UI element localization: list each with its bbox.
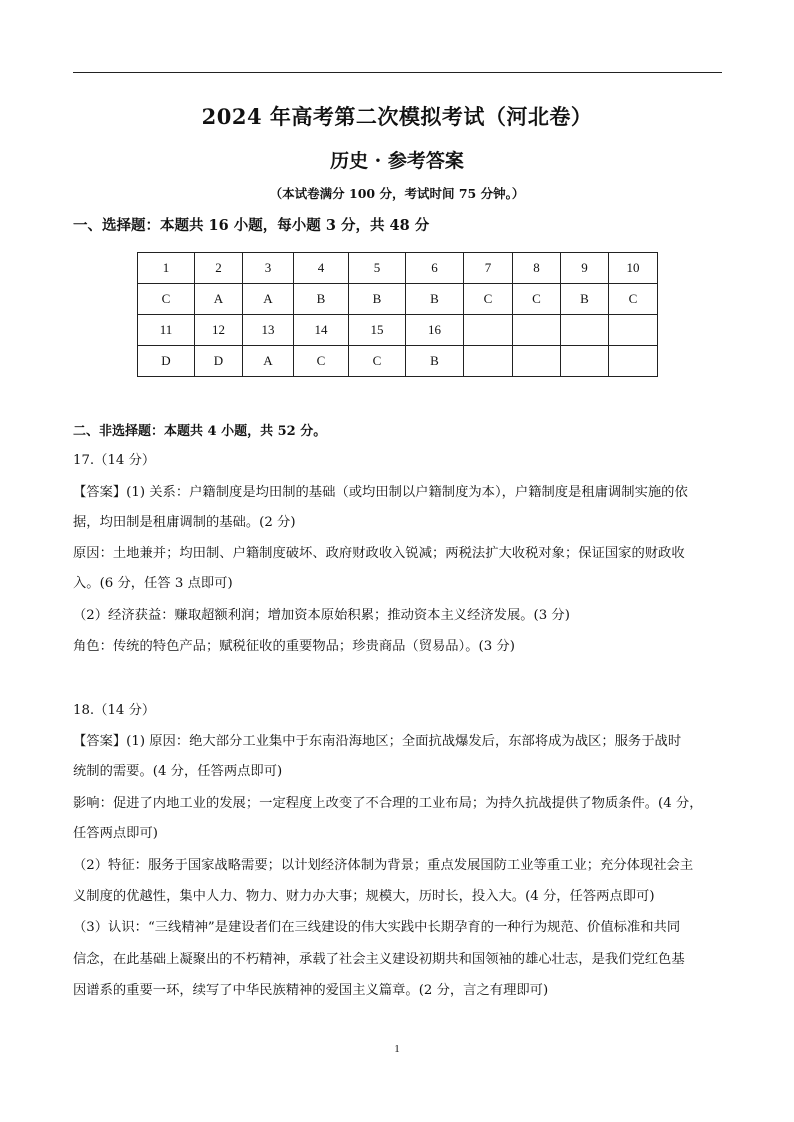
answer-table-row (138, 315, 658, 346)
answer-table-cell: C (513, 284, 561, 315)
q18-line-1: 【答案】(1) 原因：绝大部分工业集中于东南沿海地区；全面抗战爆发后，东部将成为战区；服务于战时 (73, 734, 682, 749)
answer-table-cell: D (195, 346, 243, 377)
exam-note: （本试卷满分 100 分，考试时间 75 分钟。） (269, 186, 525, 201)
answer-table-cell: 6 (406, 253, 464, 284)
answer-table-cell: B (349, 284, 406, 315)
q18-line-9: 因谱系的重要一环，续写了中华民族精神的爱国主义篇章。(2 分，言之有理即可) (73, 983, 549, 998)
answer-table-cell: D (138, 346, 195, 377)
answer-table-cell (513, 315, 561, 346)
page-number: 1 (394, 1043, 400, 1055)
section1-heading: 一、选择题：本题共 16 小题，每小题 3 分，共 48 分 (73, 217, 430, 234)
answer-table-cell: C (349, 346, 406, 377)
answer-table-cell: C (138, 284, 195, 315)
answer-table-cell: C (609, 284, 658, 315)
top-rule (73, 72, 722, 73)
q18-line-3: 影响：促进了内地工业的发展；一定程度上改变了不合理的工业布局；为持久抗战提供了物质条件。(4 分， (73, 796, 703, 811)
q17-line-6: 角色：传统的特色产品；赋税征收的重要物品；珍贵商品（贸易品）。(3 分) (73, 639, 515, 654)
q18-line-8: 信念，在此基础上凝聚出的不朽精神，承载了社会主义建设初期共和国领袖的雄心壮志，是我们党红色基 (73, 952, 685, 967)
q18-line-5: （2）特征：服务于国家战略需要；以计划经济体制为背景；重点发展国防工业等重工业；充分体现社会主 (73, 858, 694, 873)
answer-table-cell: 9 (561, 253, 609, 284)
section2-heading: 二、非选择题：本题共 4 小题，共 52 分。 (73, 424, 327, 439)
page-title: 2024 年高考第二次模拟考试（河北卷） (201, 104, 593, 129)
answer-table-cell (561, 315, 609, 346)
answer-table-cell (609, 346, 658, 377)
answer-table-row (138, 346, 658, 377)
answer-table-cell: 16 (406, 315, 464, 346)
answer-table-cell (464, 346, 513, 377)
answer-table-cell: B (406, 284, 464, 315)
answer-table-cell: A (195, 284, 243, 315)
answer-table-cell: 7 (464, 253, 513, 284)
answer-table-cell: B (294, 284, 349, 315)
answer-table-cell: 10 (609, 253, 658, 284)
answer-table-row (138, 284, 658, 315)
q17-line-4: 入。(6 分，任答 3 点即可) (73, 576, 233, 591)
answer-table-cell: 4 (294, 253, 349, 284)
answer-table-cell: A (243, 346, 294, 377)
q18-line-6: 义制度的优越性，集中人力、物力、财力办大事；规模大，历时长，投入大。(4 分，任答两点即可) (73, 889, 655, 904)
q17-line-2: 据，均田制是租庸调制的基础。(2 分) (73, 515, 296, 530)
q18-heading: 18.（14 分） (73, 703, 156, 718)
q17-line-5: （2）经济获益：赚取超额利润；增加资本原始积累；推动资本主义经济发展。(3 分) (73, 608, 570, 623)
answer-table (137, 252, 658, 377)
answer-table-cell: 13 (243, 315, 294, 346)
answer-table-cell: 2 (195, 253, 243, 284)
q17-line-3: 原因：土地兼并；均田制、户籍制度破坏、政府财政收入锐减；两税法扩大收税对象；保证国家的财政收 (73, 546, 685, 561)
answer-table-cell: 5 (349, 253, 406, 284)
q18-line-2: 统制的需要。(4 分，任答两点即可) (73, 764, 283, 779)
answer-table-cell (513, 346, 561, 377)
q18-line-7: （3）认识：“三线精神”是建设者们在三线建设的伟大实践中长期孕育的一种行为规范、价值标准和共同 (73, 920, 681, 935)
q17-line-1: 【答案】(1) 关系：户籍制度是均田制的基础（或均田制以户籍制度为本），户籍制度是租庸调制实施的依 (73, 485, 688, 500)
answer-table-cell: 1 (138, 253, 195, 284)
q18-line-4: 任答两点即可) (73, 826, 158, 841)
answer-table-row (138, 253, 658, 284)
answer-table-cell: C (464, 284, 513, 315)
answer-table-cell: 11 (138, 315, 195, 346)
answer-table-cell: 8 (513, 253, 561, 284)
answer-table-cell (464, 315, 513, 346)
answer-table-cell: 15 (349, 315, 406, 346)
answer-table-cell: 3 (243, 253, 294, 284)
answer-table-cell: B (406, 346, 464, 377)
answer-table-cell (609, 315, 658, 346)
answer-table-cell (561, 346, 609, 377)
answer-table-cell: A (243, 284, 294, 315)
answer-table-cell: C (294, 346, 349, 377)
answer-table-cell: 14 (294, 315, 349, 346)
answer-table-cell: B (561, 284, 609, 315)
q17-heading: 17.（14 分） (73, 453, 156, 468)
page-subtitle: 历史 · 参考答案 (330, 150, 464, 172)
answer-table-cell: 12 (195, 315, 243, 346)
